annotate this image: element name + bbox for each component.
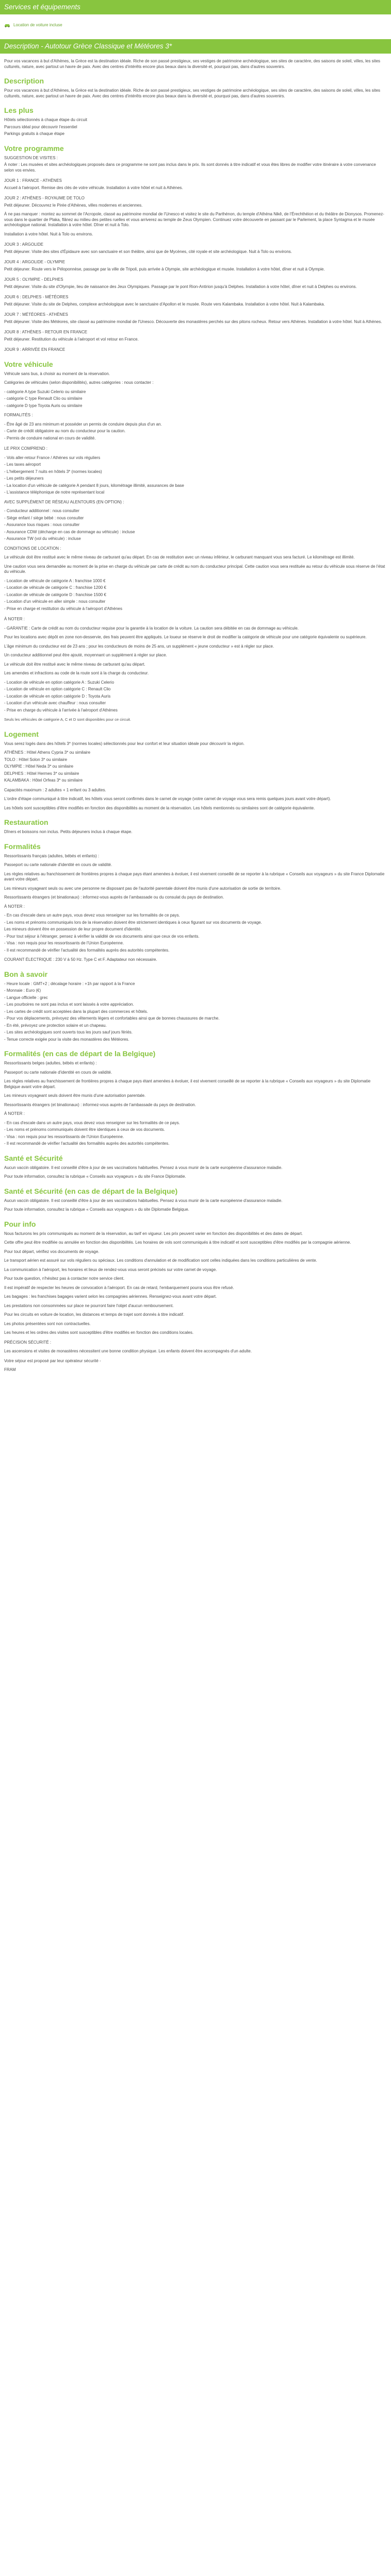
health2-text: Pour toute information, consultez la rubrique « Conseils aux voyageurs » du site Diplomatie Belgique.	[4, 1207, 189, 1212]
info-text: Le transport aérien est assuré sur vols réguliers ou spéciaux. Les conditions d'annulation et de modification sont celles indiquées dans les conditions particulières de vente.	[4, 1258, 317, 1263]
day-text: À noter : Les musées et sites archéologiques proposés dans ce programme ne sont pas inclus dans le prix. Ils sont donnés à titre indicatif et vous êtes libres de modifier votre itinéraire à votre convenance selon vos envies.	[4, 162, 376, 173]
info-text: Les heures et les ordres des visites sont susceptibles d'être modifiés en fonction des conditions locales.	[4, 1330, 194, 1335]
info-text: Pour tout départ, vérifiez vos documents de voyage.	[4, 1249, 100, 1254]
food-text: Dîners et boissons non inclus. Petits déjeuners inclus à chaque étape.	[4, 829, 133, 834]
day-head: JOUR 7 : MÉTÉORES - ATHÈNES	[4, 312, 68, 317]
guarantee-text: Un conducteur additionnel peut être ajouté, moyennant un supplément à régler sur place.	[4, 653, 167, 657]
tarif-item: - L'hébergement 7 nuits en hôtels 3* (normes locales)	[4, 469, 102, 474]
day-text: Accueil à l'aéroport. Remise des clés de votre véhicule. Installation à votre hôtel et nuit à Athènes.	[4, 185, 183, 190]
conditions-item: - Location de véhicule de catégorie A : franchise 1000 €	[4, 578, 106, 583]
guarantee-text: Le véhicule doit être restitué avec le même niveau de carburant qu'au départ.	[4, 662, 145, 667]
lodging-item: ATHÈNES : Hôtel Athens Cypria 3* ou similaire	[4, 750, 91, 755]
day-text: Installation à votre hôtel. Nuit à Tolo ou environs.	[4, 231, 93, 236]
formalities-text: Ressortissants français (adultes, bébés et enfants) :	[4, 853, 100, 858]
day-head: JOUR 4 : ARGOLIDE - OLYMPIE	[4, 260, 66, 264]
lodging-note: Les hôtels sont susceptibles d'être modifiés en fonction des disponibilités au moment de la réservation. Les hôtels mentionnés ou similaires sont de catégorie équivalente.	[4, 805, 315, 810]
guarantee-text: Les amendes et infractions au code de la route sont à la charge du conducteur.	[4, 671, 149, 675]
description-header: Description - Autotour Grèce Classique et Météores 3*	[0, 39, 391, 54]
lodging-item: DELPHES : Hôtel Hermes 3* ou similaire	[4, 771, 79, 776]
vehicle-text: Véhicule sans bus, à choisir au moment de la réservation.	[4, 371, 110, 376]
day-text: Petit déjeuner. Découvrez le Pirée d'Athènes, villes modernes et anciennes.	[4, 202, 143, 208]
formalities2-text: Passeport ou carte nationale d'identité en cours de validité.	[4, 1070, 112, 1075]
money-item: - Tenue correcte exigée pour la visite des monastères des Météores.	[4, 1037, 129, 1042]
formalities-title: Formalités	[4, 842, 41, 851]
day-text: Petit déjeuner. Visite du site de Delphes, complexe archéologique avec le sanctuaire d'Apollon et le musée. Route vers Kalambaka. Installation à votre hôtel. Nuit à Kalambaka.	[4, 301, 325, 307]
tarif-item: - Vols aller-retour France / Athènes sur vols réguliers	[4, 455, 101, 460]
formalities-text: Passeport ou carte nationale d'identité en cours de validité.	[4, 862, 112, 867]
conditions-title: CONDITIONS DE LOCATION :	[4, 546, 61, 551]
vehicle-item: - catégorie C type Renault Clio ou similaire	[4, 396, 83, 401]
formalities-item: - Visa : non requis pour les ressortissants de l'Union Européenne.	[4, 941, 124, 945]
money-item: - Les cartes de crédit sont acceptées dans la plupart des commerces et hôtels.	[4, 1009, 148, 1014]
info-text: Pour toute question, n'hésitez pas à contacter notre service client.	[4, 1276, 125, 1281]
conditions-text: Une caution vous sera demandée au moment de la prise en charge du véhicule par carte de crédit au nom du conducteur principal. Cette caution vous sera restituée au retour du véhicule sous réserve de l'état du véhicule.	[4, 564, 385, 574]
money-item: - Pour vos déplacements, prévoyez des vêtements légers et confortables ainsi que de bonnes chaussures de marche.	[4, 1016, 220, 1021]
plus-item: Parkings gratuits à chaque étape	[4, 131, 64, 136]
info-text: Pour les circuits en voiture de location, les distances et temps de trajet sont donnés à titre indicatif.	[4, 1312, 185, 1317]
tarif-extra-item: - Assurance CDW (décharge en cas de dommage au véhicule) : incluse	[4, 529, 135, 534]
programme-day	[4, 295, 387, 307]
tarif-title: LE PRIX COMPREND :	[4, 446, 48, 451]
programme-day	[4, 330, 387, 342]
day-head: JOUR 5 : OLYMPIE - DELPHES	[4, 277, 63, 282]
lodging-text: Capacités maximum : 2 adultes + 1 enfant ou 3 adultes.	[4, 787, 106, 792]
description-title: Description	[4, 77, 44, 85]
programme-day	[4, 156, 387, 174]
info-text: Les ascensions et visites de monastères nécessitent une bonne condition physique. Les enfants doivent être accompagnés d'un adulte.	[4, 1349, 252, 1353]
lodging-item: KALAMBAKA : Hôtel Orfeas 3* ou similaire	[4, 778, 83, 783]
programme-day	[4, 242, 387, 255]
info-text: Les prestations non consommées sur place ne pourront faire l'objet d'aucun remboursement.	[4, 1303, 174, 1308]
info-text: Nous facturons les prix communiqués au moment de la réservation, au tarif en vigueur. Les prix peuvent varier en fonction des disponibilités et des dates de départ.	[4, 1231, 303, 1236]
food-title: Restauration	[4, 818, 48, 826]
guarantee-item: - Location d'un véhicule avec chauffeur : nous consulter	[4, 701, 106, 705]
day-head: JOUR 6 : DELPHES - MÉTÉORES	[4, 295, 69, 299]
health-text: Pour toute information, consultez la rubrique « Conseils aux voyageurs » du site France Diplomatie.	[4, 1174, 186, 1179]
day-head: JOUR 2 : ATHÈNES - ROYAUME DE TOLO	[4, 196, 85, 200]
vehicle-item: - Carte de crédit obligatoire au nom du conducteur pour la caution.	[4, 429, 126, 433]
tarif-extra-item: - Assurance TW (vol du véhicule) : incluse	[4, 536, 81, 541]
info-text: Les photos présentées sont non contractuelles.	[4, 1321, 91, 1326]
guarantee-text: - GARANTIE : Carte de crédit au nom du conducteur requise pour la garantie à la location de la voiture. La caution sera débitée en cas de dommage au véhicule.	[4, 625, 299, 631]
programme-day	[4, 260, 387, 272]
formalities2-item: - Visa : non requis pour les ressortissants de l'Union Européenne.	[4, 1134, 124, 1139]
day-head: JOUR 1 : FRANCE - ATHÈNES	[4, 178, 62, 183]
info-text: La communication à l'aéroport, les horaires et lieux de rendez-vous vous seront précisés sur votre carnet de voyage.	[4, 1267, 217, 1272]
lodging-text: Vous serez logés dans des hôtels 3* (normes locales) sélectionnés pour leur confort et leur situation idéale pour découvrir la région.	[4, 741, 245, 746]
guarantee-text: Pour les locations avec dépôt en zone non-desservie, des frais peuvent être appliqués. Le loueur se réserve le droit de modifier la catégorie de véhicule pour une catégorie équivalente ou supérieure.	[4, 635, 367, 639]
day-text: Petit déjeuner. Visite des sites d'Épidaure avec son sanctuaire et son théâtre, ainsi que de Mycènes, cité royale et site archéologique. Nuit à Tolo ou environs.	[4, 249, 292, 254]
day-head: JOUR 9 : ARRIVÉE EN FRANCE	[4, 347, 66, 352]
formalities-text: COURANT ÉLECTRIQUE : 230 V à 50 Hz. Type C et F. Adaptateur non nécessaire.	[4, 957, 157, 962]
vehicle-title: Votre véhicule	[4, 360, 53, 368]
tarif-extra-item: - Conducteur additionnel : nous consulter	[4, 509, 79, 513]
formalities2-text: Ressortissants belges (adultes, bébés et enfants) :	[4, 1061, 97, 1065]
programme-day	[4, 178, 387, 191]
guarantee-item: - Prise en charge du véhicule à l'arrivée à l'aéroport d'Athènes	[4, 707, 118, 713]
programme-day	[4, 196, 387, 237]
lodging-item: OLYMPIE : Hôtel Neda 3* ou similaire	[4, 764, 74, 769]
formalities-text: À NOTER :	[4, 904, 25, 909]
money-item: - Les pourboires ne sont pas inclus et sont laissés à votre appréciation.	[4, 1002, 134, 1007]
tarif-extra-title: AVEC SUPPLÉMENT DE RÉSEAU ALENTOURS (EN OPTION) :	[4, 499, 124, 504]
guarantee-note: Seuls les véhicules de catégorie A, C et D sont disponibles pour ce circuit.	[4, 717, 131, 722]
description-text: Pour vos vacances à but d'Athènes, la Grèce est la destination idéale. Riche de son passé prestigieux, ses vestiges de patrimoine archéologique, ses sites de caractère, des saisons de soleil, villes, les sites culturels, nature, avec partout un havre de paix. Avec des centres d'intérêts encore plus beaux dans la diversité et, pourquoi pas, dans d'autres souvenirs.	[4, 59, 381, 69]
formalities-text: Les règles relatives au franchissement de frontières propres à chaque pays étant amenées à évoluer, il est vivement conseillé de se reporter à la rubrique « Conseils aux voyageurs » du site France Diplomatie avant votre départ.	[4, 871, 385, 882]
formalities-item: - Il est recommandé de vérifier l'actualité des formalités auprès des autorités compétentes.	[4, 947, 170, 953]
car-rental-row	[0, 14, 391, 29]
vehicle-text: Catégories de véhicules (selon disponibilités), autres catégories : nous contacter :	[4, 380, 154, 385]
services-header: Services et équipements	[0, 0, 391, 14]
tarif-extra-item: - Assurance tous risques : nous consulter	[4, 522, 80, 527]
info-text: Cette offre peut être modifiée ou annulée en fonction des disponibilités. Les horaires de vols sont communiqués à titre indicatif et sont susceptibles d'être modifiés par la compagnie aérienne.	[4, 1240, 351, 1245]
conditions-item: - Location de véhicule de catégorie C : franchise 1200 €	[4, 585, 106, 590]
formalities2-text: À NOTER :	[4, 1111, 25, 1116]
formalities2-item: - Les noms et prénoms communiqués doivent être identiques à ceux de vos documents.	[4, 1127, 165, 1132]
formalities2-text: Les règles relatives au franchissement de frontières propres à chaque pays étant amenées à évoluer, il est vivement conseillé de se reporter à la rubrique « Conseils aux voyageurs » du site Diplomatie Belgique avant votre départ.	[4, 1079, 371, 1089]
plus-item: Hôtels sélectionnés à chaque étape du circuit	[4, 117, 87, 122]
programme-day	[4, 312, 387, 325]
day-text: Petit déjeuner. Route vers le Péloponnèse, passage par la ville de Tripoli, puis arrivée à Olympie, site archéologique et musée. Installation à votre hôtel, dîner et nuit à Olympie.	[4, 266, 325, 272]
vehicle-item: - Être âgé de 23 ans minimum et posséder un permis de conduire depuis plus d'un an.	[4, 421, 162, 427]
tarif-item: - L'assistance téléphonique de notre représentant local	[4, 490, 105, 495]
day-text: Petit déjeuner. Restitution du véhicule à l'aéroport et vol retour en France.	[4, 336, 139, 342]
health-text: Aucun vaccin obligatoire. Il est conseillé d'être à jour de ses vaccinations habituelles. Pensez à vous munir de la carte européenne d'assurance maladie.	[4, 1165, 283, 1170]
formalities-text: Les mineurs voyageant seuls ou avec une personne ne disposant pas de l'autorité parentale doivent être munis d'une autorisation de sortie de territoire.	[4, 886, 282, 891]
conditions-item: - Location d'un véhicule en aller simple : nous consulter	[4, 599, 106, 604]
day-head: JOUR 3 : ARGOLIDE	[4, 242, 44, 247]
formalities-item: - Les noms et prénoms communiqués lors de la réservation doivent être strictement identiques à ceux figurant sur vos documents de voyage.	[4, 920, 262, 925]
formalities-belgium-title: Formalités (en cas de départ de la Belgique)	[4, 1049, 156, 1058]
conditions-text: Le véhicule doit être restitué avec le même niveau de carburant qu'au départ. En cas de restitution avec un niveau inférieur, le carburant manquant vous sera facturé. Le kilométrage est illimité.	[4, 555, 355, 560]
formalities2-item: - En cas d'escale dans un autre pays, vous devez vous renseigner sur les formalités de ce pays.	[4, 1120, 180, 1125]
tarif-item: - Les petits déjeuners	[4, 476, 44, 481]
info-text: Les bagages : les franchises bagages varient selon les compagnies aériennes. Renseignez-vous avant votre départ.	[4, 1294, 217, 1299]
formalities-item: - En cas d'escale dans un autre pays, vous devez vous renseigner sur les formalités de ce pays.	[4, 913, 180, 918]
health-title: Santé et Sécurité	[4, 1154, 63, 1162]
conditions-item: - Prise en charge et restitution du véhicule à l'aéroport d'Athènes	[4, 606, 122, 611]
formalities-item: Les mineurs doivent être en possession de leur propre document d'identité.	[4, 927, 142, 931]
money-item: - Monnaie : Euro (€)	[4, 988, 41, 993]
money-item: - Langue officielle : grec	[4, 995, 48, 1000]
guarantee-item: - Location de véhicule en option catégorie C : Renault Clio	[4, 687, 111, 691]
money-item: - Les sites archéologiques sont ouverts tous les jours sauf jours fériés.	[4, 1030, 133, 1035]
plus-title: Les plus	[4, 106, 34, 114]
lodging-item: TOLO : Hôtel Solon 3* ou similaire	[4, 757, 68, 762]
formalities-text: Ressortissants étrangers (et binationaux) : informez-vous auprès de l'ambassade ou du consulat du pays de destination.	[4, 895, 224, 900]
formalities-item: - Pour tout séjour à l'étranger, pensez à vérifier la validité de vos documents ainsi que ceux de vos enfants.	[4, 934, 200, 939]
lodging-note: L'ordre d'étape communiqué à titre indicatif, les hôtels vous seront confirmés dans le carnet de voyage (votre carnet de voyage vous sera remis quelques jours avant votre départ).	[4, 796, 331, 801]
programme-title: Votre programme	[4, 144, 64, 152]
money-item: - Heure locale : GMT+2 ; décalage horaire : +1h par rapport à la France	[4, 981, 135, 986]
lodging-title: Logement	[4, 730, 39, 738]
money-title: Bon à savoir	[4, 970, 48, 978]
tarif-item: - La location d'un véhicule de catégorie A pendant 8 jours, kilométrage illimité, assurances de base	[4, 483, 184, 488]
programme-day	[4, 347, 387, 353]
health2-text: Aucun vaccin obligatoire. Il est conseillé d'être à jour de ses vaccinations habituelles. Pensez à vous munir de la carte européenne d'assurance maladie.	[4, 1198, 283, 1203]
plus-item: Parcours idéal pour découvrir l'essentiel	[4, 124, 77, 129]
info-text: PRÉCISION SÉCURITÉ :	[4, 1340, 52, 1345]
info-title: Pour info	[4, 1219, 36, 1228]
vehicle-item: - catégorie A type Suzuki Celerio ou similaire	[4, 389, 86, 394]
car-icon	[4, 23, 10, 27]
conditions-item: - Location de véhicule de catégorie D : franchise 1500 €	[4, 592, 106, 597]
day-text: Petit déjeuner. Visite du site d'Olympie, lieu de naissance des Jeux Olympiques. Passage par le pont Rion-Antirion jusqu'à Delphes. Installation à votre hôtel, dîner et nuit à Delphes ou environs.	[4, 284, 357, 289]
vehicle-item: - Permis de conduire national en cours de validité.	[4, 435, 96, 440]
guarantee-item: - Location de véhicule en option catégorie D : Toyota Auris	[4, 693, 111, 699]
car-rental-label: Location de voiture incluse	[13, 22, 62, 27]
info-text: Il est impératif de respecter les heures de convocation à l'aéroport. En cas de retard, l'embarquement pourra vous être refusé.	[4, 1285, 234, 1290]
info-text: Votre séjour est proposé par leur opérateur sécurité -	[4, 1358, 101, 1363]
formalities2-text: Les mineurs voyageant seuls doivent être munis d'une autorisation parentale.	[4, 1093, 146, 1098]
day-text: À ne pas manquer : montez au sommet de l'Acropole, classé au patrimoine mondial de l'Unesco et visitez le site du Parthénon, du temple d'Athéna Nikê, de l'Érechthéion et du théâtre de Dionysos. Promenez-vous dans le quartier de Plaka, flânez au milieu des petites ruelles et vous arriverez au temple de Zeus Olympien. Continuez votre découverte en passant par le Parlement, la place Syntagma et le musée archéologique national. Installation à votre hôtel. Dîner et nuit à Tolo.	[4, 212, 384, 227]
formalities2-text: Ressortissants étrangers (et binationaux) : informez-vous auprès de l'ambassade du pays de destination.	[4, 1102, 196, 1107]
tarif-item: - Les taxes aéroport	[4, 462, 41, 467]
day-head: SUGGESTION DE VISITES :	[4, 155, 58, 160]
guarantee-item: - Location de véhicule en option catégorie A : Suzuki Celerio	[4, 680, 115, 685]
tarif-extra-item: - Siège enfant / siège bébé : nous consulter	[4, 515, 84, 520]
day-head: JOUR 8 : ATHÈNES - RETOUR EN FRANCE	[4, 330, 88, 334]
day-text: Petit déjeuner. Visite des Météores, site classé au patrimoine mondial de l'Unesco. Découverte des monastères perchés sur des pitons rocheux. Retour vers Athènes. Installation à votre hôtel. Nuit à Athènes.	[4, 319, 382, 324]
main-content	[0, 29, 391, 1373]
health-belgium-title: Santé et Sécurité (en cas de départ de la Belgique)	[4, 1187, 178, 1195]
guarantee-title: À NOTER :	[4, 617, 25, 621]
description2-text: Pour vos vacances à but d'Athènes, la Grèce est la destination idéale. Riche de son passé prestigieux, ses vestiges de patrimoine archéologique, ses sites de caractère, des saisons de soleil, villes, les sites culturels, nature, avec partout un havre de paix. Avec des centres d'intérêts encore plus beaux dans la diversité et, pourquoi pas, dans d'autres souvenirs.	[4, 88, 381, 98]
guarantee-text: L'âge minimum du conducteur est de 23 ans ; pour les conducteurs de moins de 25 ans, un supplément « jeune conducteur » est à régler sur place.	[4, 643, 274, 649]
programme-day	[4, 277, 387, 290]
money-item: - En été, prévoyez une protection solaire et un chapeau.	[4, 1023, 107, 1028]
vehicle-text: FORMALITÉS :	[4, 413, 33, 417]
vehicle-item: - catégorie D type Toyota Auris ou similaire	[4, 403, 83, 408]
operator-name: FRAM	[4, 1367, 16, 1372]
formalities2-item: - Il est recommandé de vérifier l'actualité des formalités auprès des autorités compétentes.	[4, 1141, 170, 1146]
